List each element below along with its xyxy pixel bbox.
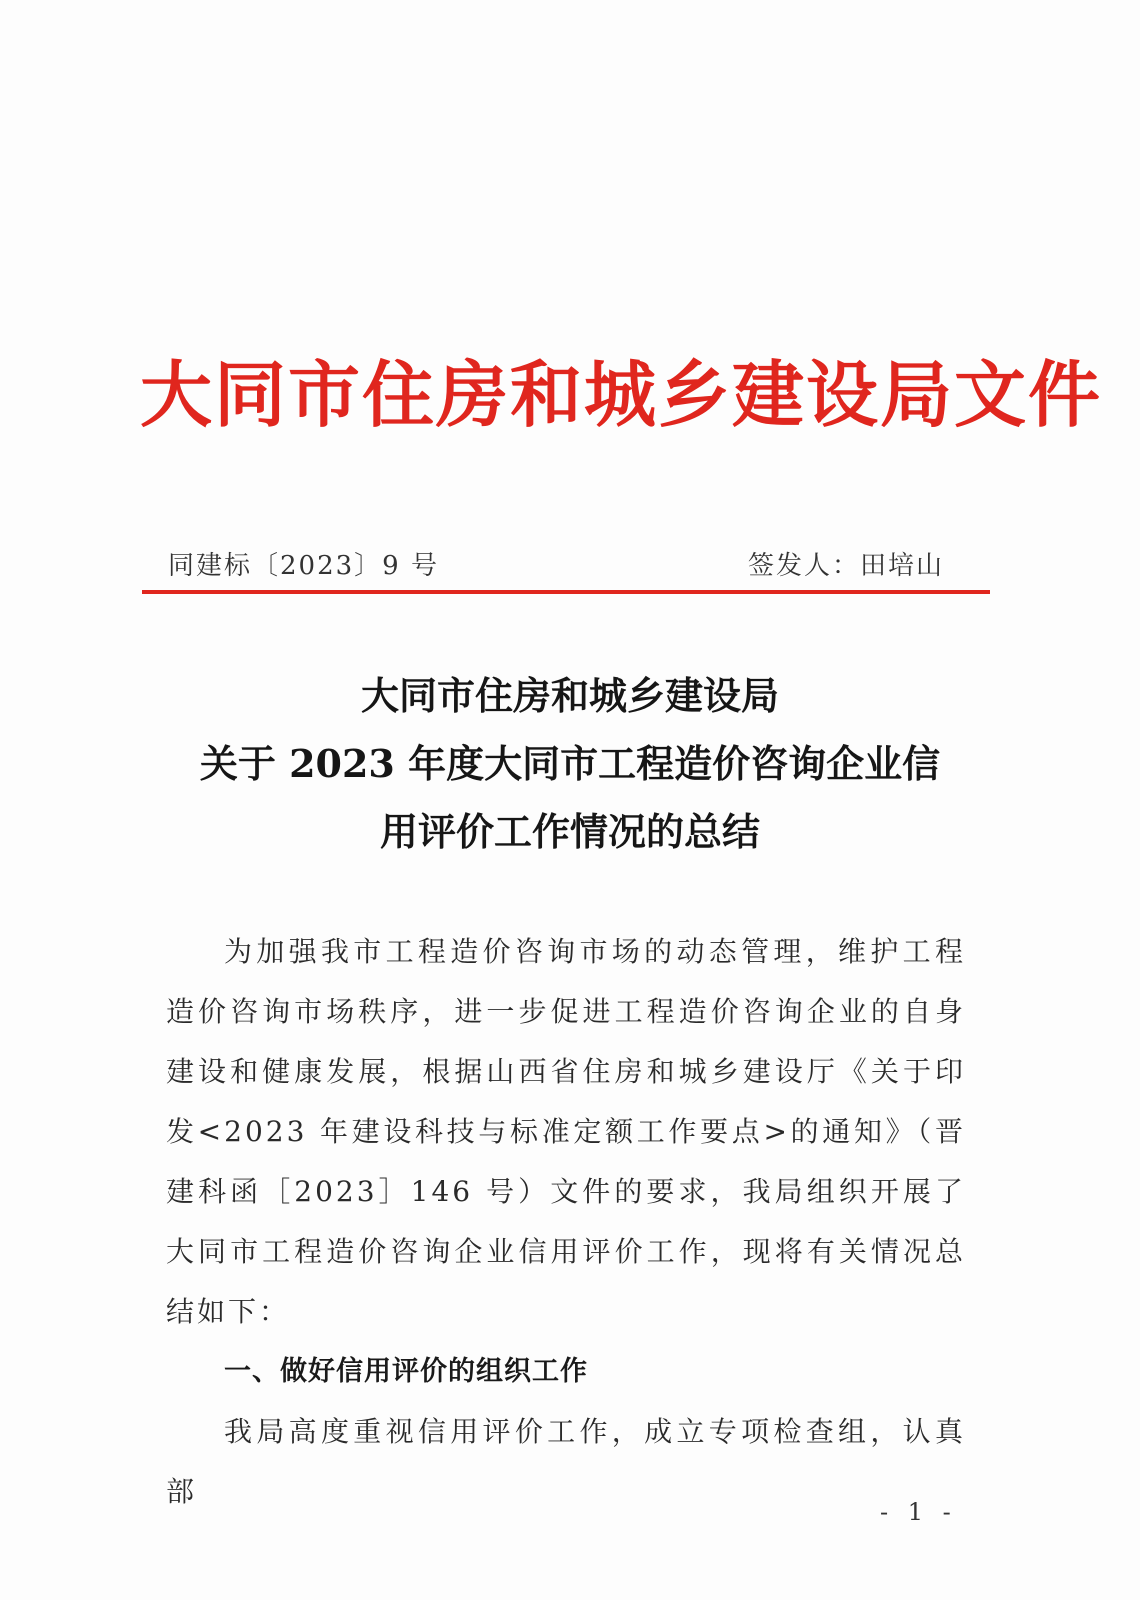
body-paragraph-2: 我局高度重视信用评价工作，成立专项检查组，认真部 [166,1415,966,1508]
document-meta-row [168,545,968,581]
document-number: 同建标〔2023〕9 号 [168,551,439,581]
document-body [166,922,966,1522]
red-divider-line [142,590,990,594]
title-line-3: 用评价工作情况的总结 [379,809,760,854]
body-paragraph-1: 为加强我市工程造价咨询市场的动态管理，维护工程造价咨询市场秩序，进一步促进工程造价咨询企业的自身建设和健康发展，根据山西省住房和城乡建设厅《关于印发<2023 年建设科技与标准定额工作要点>的通知》（晋建科函［2023］146 号）文件的要求，我局组织开展了大同市工程造价咨询企业信用评价工作，现将有关情况总结如下： [166,935,966,1328]
document-title [120,662,1020,866]
page-number: - 1 - [880,1498,957,1526]
section-heading-1: 一、做好信用评价的组织工作 [224,1356,588,1387]
issuer-label: 签发人：田培山 [747,551,944,581]
red-header-title: 大同市住房和城乡建设局文件 [140,353,1103,437]
title-line-2: 关于 2023 年度大同市工程造价咨询企业信 [199,741,941,786]
title-line-1: 大同市住房和城乡建设局 [360,673,779,718]
